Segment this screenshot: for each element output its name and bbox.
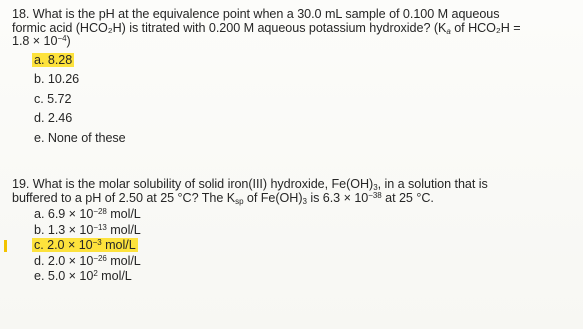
q18-option-b[interactable] bbox=[34, 70, 577, 90]
q19-option-d[interactable] bbox=[34, 254, 577, 270]
q19-line-2-sub2: 3 bbox=[302, 196, 307, 206]
option-text: None of these bbox=[47, 130, 126, 145]
q19-line-2d: at 25 °C. bbox=[381, 190, 434, 205]
option-letter: c. bbox=[34, 91, 44, 106]
option-letter: d. bbox=[34, 111, 45, 125]
q19-line-1-sub: 3 bbox=[373, 183, 378, 192]
q18-option-e[interactable] bbox=[34, 129, 577, 149]
option-base: 1.3 × 10 bbox=[47, 222, 94, 237]
question-19-stem bbox=[12, 178, 577, 205]
q18-line-3: 1.8 × 10 bbox=[12, 34, 58, 48]
option-unit: mol/L bbox=[101, 238, 136, 252]
question-19 bbox=[12, 178, 577, 285]
option-base: 2.0 × 10 bbox=[47, 253, 94, 268]
option-text: 5.72 bbox=[47, 91, 72, 106]
option-letter: b. bbox=[34, 222, 45, 237]
option-exponent: −26 bbox=[93, 253, 107, 263]
option-text: 10.26 bbox=[47, 72, 80, 86]
q19-ksp-exponent: −38 bbox=[368, 190, 382, 200]
option-unit: mol/L bbox=[106, 222, 141, 237]
option-text: 8.28 bbox=[47, 52, 73, 67]
option-letter: a. bbox=[34, 52, 45, 67]
answer-highlight bbox=[32, 238, 138, 252]
option-base: 5.0 × 10 bbox=[47, 269, 94, 283]
option-unit: mol/L bbox=[97, 269, 132, 283]
q19-option-e[interactable] bbox=[34, 269, 577, 285]
option-exponent: −3 bbox=[92, 238, 102, 247]
q19-line-2a: buffered to a pH of 2.50 at 25 °C? The K bbox=[12, 190, 236, 205]
q19-line-2c: is 6.3 × 10 bbox=[306, 190, 369, 205]
option-letter: c. bbox=[34, 238, 44, 252]
option-text: 2.46 bbox=[47, 111, 73, 125]
q18-option-a[interactable] bbox=[34, 51, 577, 71]
q18-line-3-end: ) bbox=[66, 34, 71, 48]
option-base: 2.0 × 10 bbox=[47, 238, 93, 252]
option-letter: d. bbox=[34, 253, 45, 268]
selected-marker bbox=[4, 240, 7, 252]
option-exponent: −13 bbox=[93, 222, 107, 232]
option-base: 6.9 × 10 bbox=[47, 207, 94, 221]
q19-option-c[interactable] bbox=[34, 238, 577, 254]
q19-option-a[interactable] bbox=[34, 207, 577, 223]
question-18-stem bbox=[12, 8, 577, 49]
option-exponent: 2 bbox=[93, 269, 98, 278]
q19-line-1: 19. What is the molar solubility of solid iron(III) hydroxide, Fe(OH) bbox=[12, 177, 374, 191]
q18-option-d[interactable] bbox=[34, 109, 577, 129]
option-unit: mol/L bbox=[106, 207, 141, 221]
q18-ka-subscript: a bbox=[446, 26, 451, 36]
option-letter: a. bbox=[34, 207, 45, 221]
answer-highlight bbox=[32, 53, 74, 67]
question-18 bbox=[12, 8, 577, 148]
q18-option-c[interactable] bbox=[34, 90, 577, 110]
question-18-options bbox=[34, 51, 577, 149]
q18-exponent: −4 bbox=[57, 34, 67, 43]
q19-ksp-subscript: sp bbox=[235, 196, 244, 206]
q18-line-2-end: of HCO₂H = bbox=[450, 20, 521, 35]
q18-line-1: 18. What is the pH at the equivalence point when a 30.0 mL sample of 0.100 M aqueous bbox=[12, 7, 500, 21]
option-exponent: −28 bbox=[93, 207, 107, 216]
option-unit: mol/L bbox=[106, 253, 141, 268]
q19-option-b[interactable] bbox=[34, 223, 577, 239]
option-letter: e. bbox=[34, 130, 45, 145]
q19-line-1-end: , in a solution that is bbox=[377, 177, 488, 191]
option-letter: b. bbox=[34, 72, 45, 86]
option-letter: e. bbox=[34, 269, 45, 283]
q19-line-2b: of Fe(OH) bbox=[243, 190, 303, 205]
question-19-options bbox=[34, 207, 577, 285]
q18-line-2: formic acid (HCO₂H) is titrated with 0.200 M aqueous potassium hydroxide? (K bbox=[12, 20, 447, 35]
